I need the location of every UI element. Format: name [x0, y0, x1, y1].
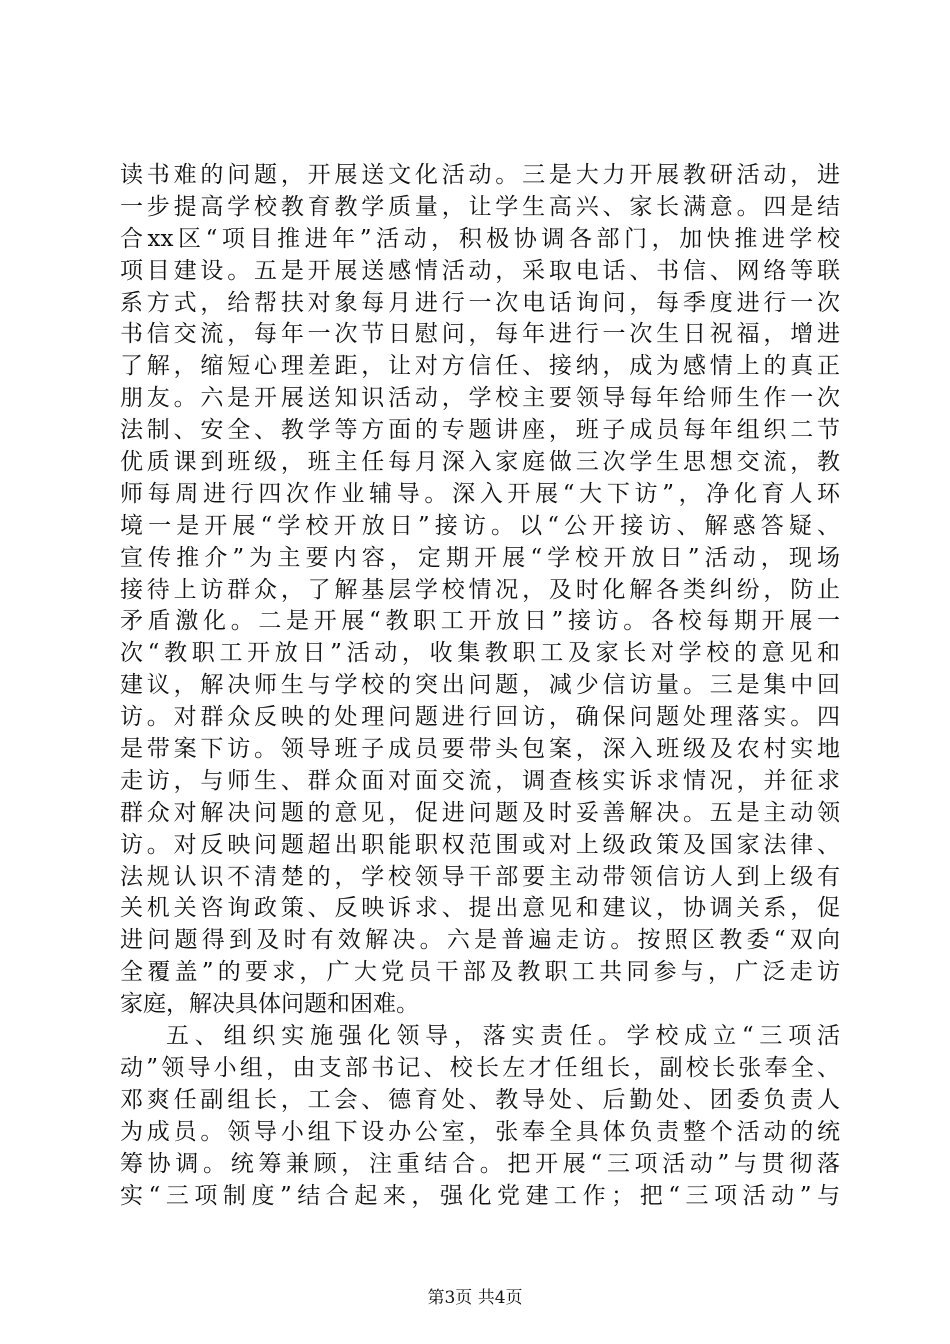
- text-line: 合xx区“项目推进年”活动，积极协调各部门，加快推进学校: [120, 225, 840, 252]
- text-line: 访。对群众反映的处理问题进行回访，确保问题处理落实。四: [120, 704, 840, 731]
- text-line: 群众对解决问题的意见，促进问题及时妥善解决。五是主动领: [120, 799, 840, 826]
- text-line: 动”领导小组，由支部书记、校长左才任组长，副校长张奉全、: [120, 1054, 840, 1081]
- text-line: 项目建设。五是开展送感情活动，采取电话、书信、网络等联: [120, 257, 840, 284]
- text-line: 是带案下访。领导班子成员要带头包案，深入班级及农村实地: [120, 736, 840, 763]
- text-line: 境一是开展“学校开放日”接访。以“公开接访、解惑答疑、: [120, 512, 840, 539]
- text-line: 系方式，给帮扶对象每月进行一次电话询问，每季度进行一次: [120, 289, 840, 316]
- text-line: 为成员。领导小组下设办公室，张奉全具体负责整个活动的统: [120, 1118, 840, 1145]
- text-line: 书信交流，每年一次节日慰问，每年进行一次生日祝福，增进: [120, 321, 840, 348]
- text-line: 读书难的问题，开展送文化活动。三是大力开展教研活动，进: [120, 162, 840, 188]
- text-line: 矛盾激化。二是开展“教职工开放日”接访。各校每期开展一: [120, 608, 840, 635]
- body-text: [120, 160, 840, 1212]
- text-line: 师每周进行四次作业辅导。深入开展“大下访”，净化育人环: [120, 480, 840, 507]
- text-line: 法规认识不清楚的，学校领导干部要主动带领信访人到上级有: [120, 863, 840, 890]
- text-line: 关机关咨询政策、反映诉求、提出意见和建议，协调关系，促: [120, 895, 840, 922]
- text-line: 全覆盖”的要求，广大党员干部及教职工共同参与，广泛走访: [120, 959, 840, 986]
- text-line: 次“教职工开放日”活动，收集教职工及家长对学校的意见和: [120, 640, 840, 667]
- paragraph-end-line: 家庭，解决具体问题和困难。: [120, 991, 419, 1018]
- text-line: 走访，与师生、群众面对面交流，调查核实诉求情况，并征求: [120, 767, 840, 794]
- paragraph-start-line: 五、组织实施强化领导，落实责任。学校成立“三项活: [166, 1023, 840, 1050]
- page-number-footer: 第3页 共4页: [427, 1288, 523, 1308]
- text-line: 了解，缩短心理差距，让对方信任、接纳，成为感情上的真正: [120, 353, 840, 380]
- text-line: 宣传推介”为主要内容，定期开展“学校开放日”活动，现场: [120, 544, 840, 571]
- text-line: 实“三项制度”结合起来，强化党建工作；把“三项活动”与: [120, 1182, 840, 1209]
- text-line: 邓爽任副组长，工会、德育处、教导处、后勤处、团委负责人: [120, 1086, 840, 1113]
- text-line: 接待上访群众，了解基层学校情况，及时化解各类纠纷，防止: [120, 576, 840, 603]
- text-line: 进问题得到及时有效解决。六是普遍走访。按照区教委“双向: [120, 927, 840, 954]
- text-line: 朋友。六是开展送知识活动，学校主要领导每年给师生作一次: [120, 385, 840, 412]
- text-line: 优质课到班级，班主任每月深入家庭做三次学生思想交流，教: [120, 449, 840, 476]
- text-line: 建议，解决师生与学校的突出问题，减少信访量。三是集中回: [120, 672, 840, 699]
- text-line: 一步提高学校教育教学质量，让学生高兴、家长满意。四是结: [120, 193, 840, 220]
- text-line: 访。对反映问题超出职能职权范围或对上级政策及国家法律、: [120, 831, 840, 858]
- text-line: 法制、安全、教学等方面的专题讲座，班子成员每年组织二节: [120, 417, 840, 444]
- text-line: 筹协调。统筹兼顾，注重结合。把开展“三项活动”与贯彻落: [120, 1150, 840, 1177]
